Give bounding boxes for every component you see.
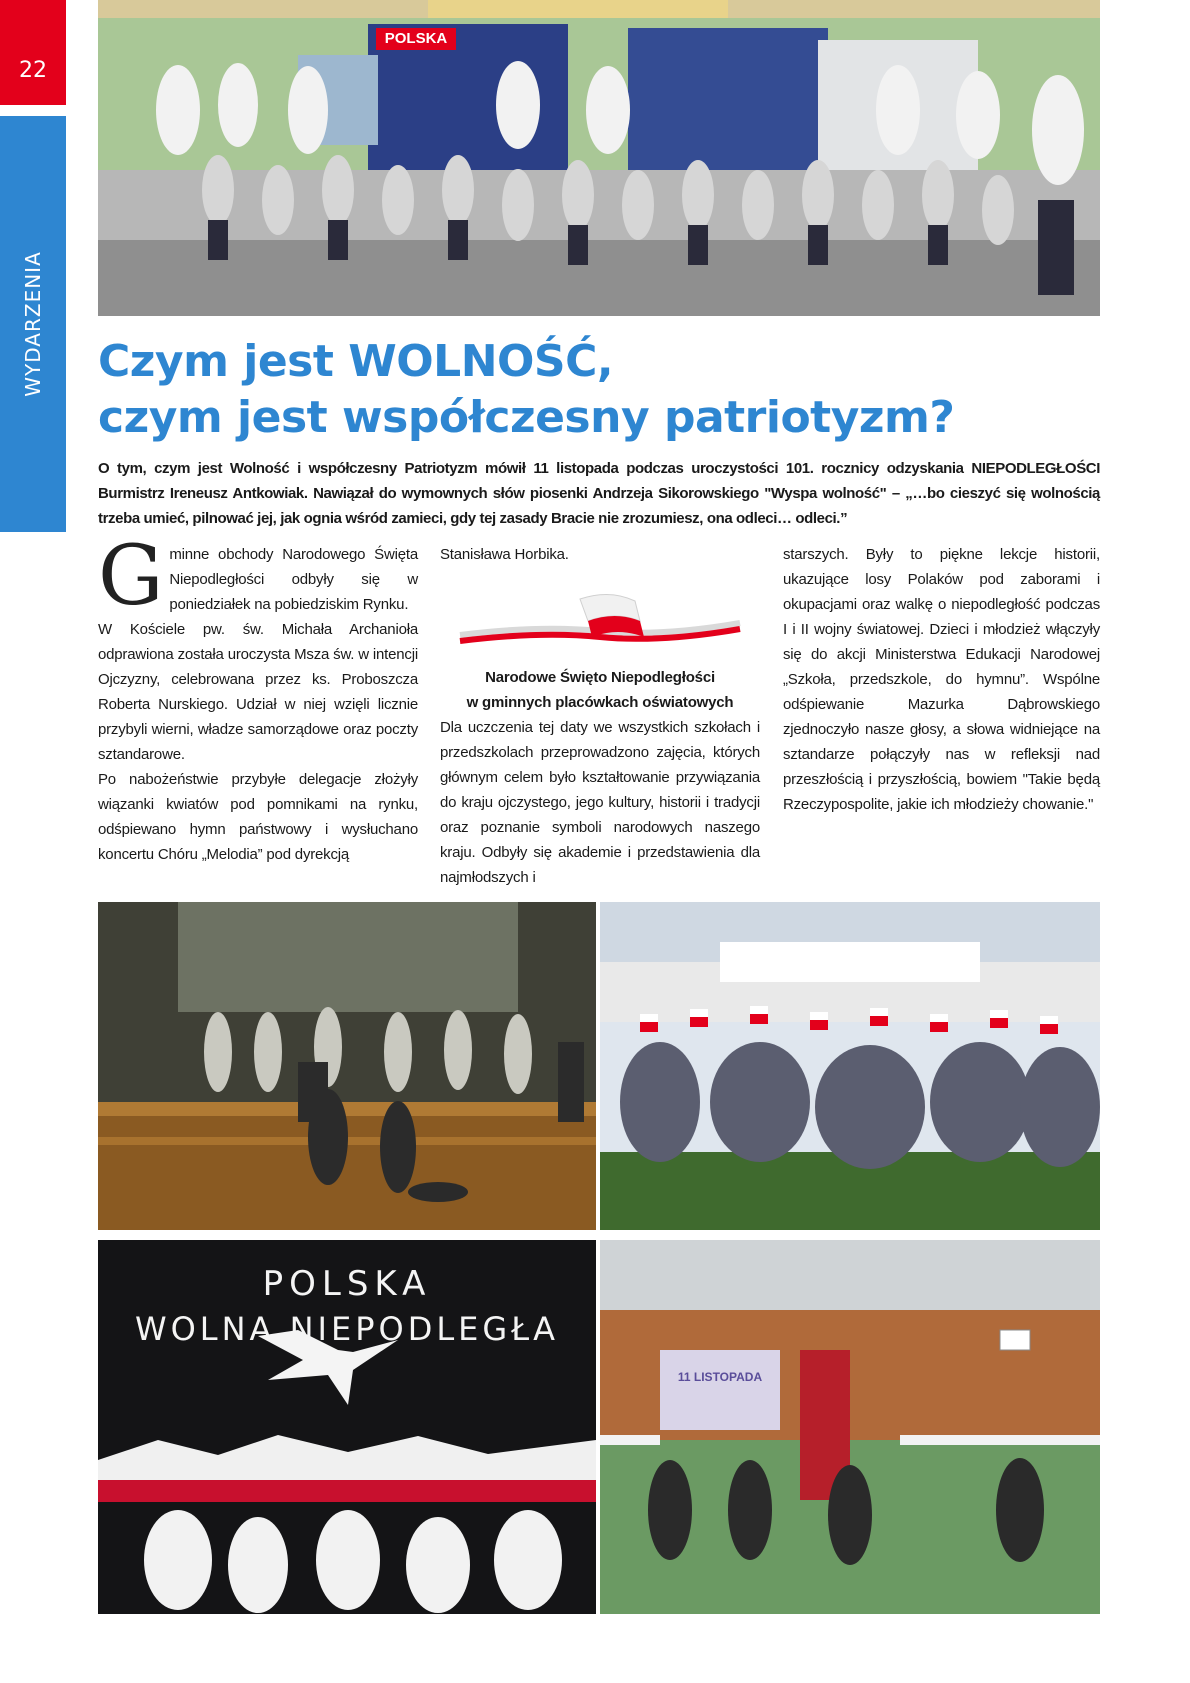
col2-subhead-2: w gminnych placówkach oświatowych	[466, 694, 734, 711]
flag-ribbon-icon	[450, 581, 750, 653]
drop-cap: G	[98, 529, 164, 624]
col2-paragraph-2: Dla uczczenia tej daty we wszystkich szkołach i przedszkolach przeprowadzono zajęcia, których głównym celem było kształtowanie przywiązania do kraju ojczystego, jego kultury, historii i tradycji oraz poznanie symboli narodowych naszego kraju. Odbyły się akademie i przedstawienia dla najmłodszych i	[440, 719, 760, 886]
col3-paragraph-1: starszych. Były to piękne lekcje historii, ukazujące losy Polaków pod zaborami i okupacjami oraz walkę o niepodległość podczas I i II wojny światowej. Dzieci i młodzież włączyły się do akcji Ministerstwa Edukacji Narodowej „Szkoła, przedszkole, do hymnu”. Wspólne odśpiewanie Mazurka Dąbrowskiego zjednoczyło nasze głosy, a słowa widniejące na sztandarze połączyły nas w refleksji nad przeszłością i przyszłością, bowiem "Takie będą Rzeczypospolite, jakie ich młodzieży chowanie."	[783, 546, 1100, 813]
article-column-2	[440, 542, 760, 890]
col1-paragraph-1: minne obchody Narodowego Święta Niepodległości odbyły się w poniedziałek na pobiedziskim Rynku.	[169, 546, 418, 613]
photo-sign-polska: POLSKA	[376, 28, 456, 50]
photo-top-group	[98, 0, 1100, 316]
photo-caption-wolna-niepodlegla: WOLNA NIEPODLEGŁA	[134, 1310, 560, 1348]
article-title	[98, 334, 1098, 446]
col1-paragraph-2: W Kościele pw. św. Michała Archanioła odprawiona została uroczysta Msza św. w intencji Ojczyzny, celebrowana przez ks. Proboszcza Roberta Nurskiego. Udział w niej wzięli licznie przybyli wierni, władze samorządowe oraz poczty sztandarowe.	[98, 621, 418, 763]
photo-outdoor-flags	[600, 902, 1100, 1230]
page-number-box	[0, 0, 66, 105]
photo-stage-performance	[98, 902, 596, 1230]
section-label: WYDARZENIA	[21, 251, 45, 397]
photo-gym-banner: 11 LISTOPADA	[677, 1370, 763, 1384]
article-column-1	[98, 529, 418, 867]
page-number: 22	[19, 58, 47, 83]
col2-subhead-1: Narodowe Święto Niepodległości	[485, 669, 715, 686]
article-lead: O tym, czym jest Wolność i współczesny Patriotyzm mówił 11 listopada podczas uroczystości 101. rocznicy odzyskania NIEPODLEGŁOŚCI Burmistrz Ireneusz Antkowiak. Nawiązał do wymownych słów piosenki Andrzeja Sikorowskiego "Wyspa wolność" – „…bo cieszyć się wolnością trzeba umieć, pilnować jej, jak ognia wśród zamieci, gdy tej zasady Bracie nie zrozumiesz, ona odleci… odleci.”	[98, 460, 1100, 527]
col2-paragraph-1: Stanisława Horbika.	[440, 546, 569, 563]
col1-paragraph-3: Po nabożeństwie przybyłe delegacje złożyły wiązanki kwiatów pod pomnikami na rynku, odśpiewano hymn państwowy i wysłuchano koncertu Chóru „Melodia” pod dyrekcją	[98, 771, 418, 863]
photo-polska-wolna-stage	[98, 1240, 596, 1614]
photo-gym-ceremony	[600, 1240, 1100, 1614]
article-column-3	[783, 542, 1100, 817]
title-line-1: Czym jest WOLNOŚĆ,	[98, 336, 614, 387]
photo-caption-polska: POLSKA	[262, 1264, 432, 1304]
title-line-2: czym jest współczesny patriotyzm?	[98, 392, 955, 443]
